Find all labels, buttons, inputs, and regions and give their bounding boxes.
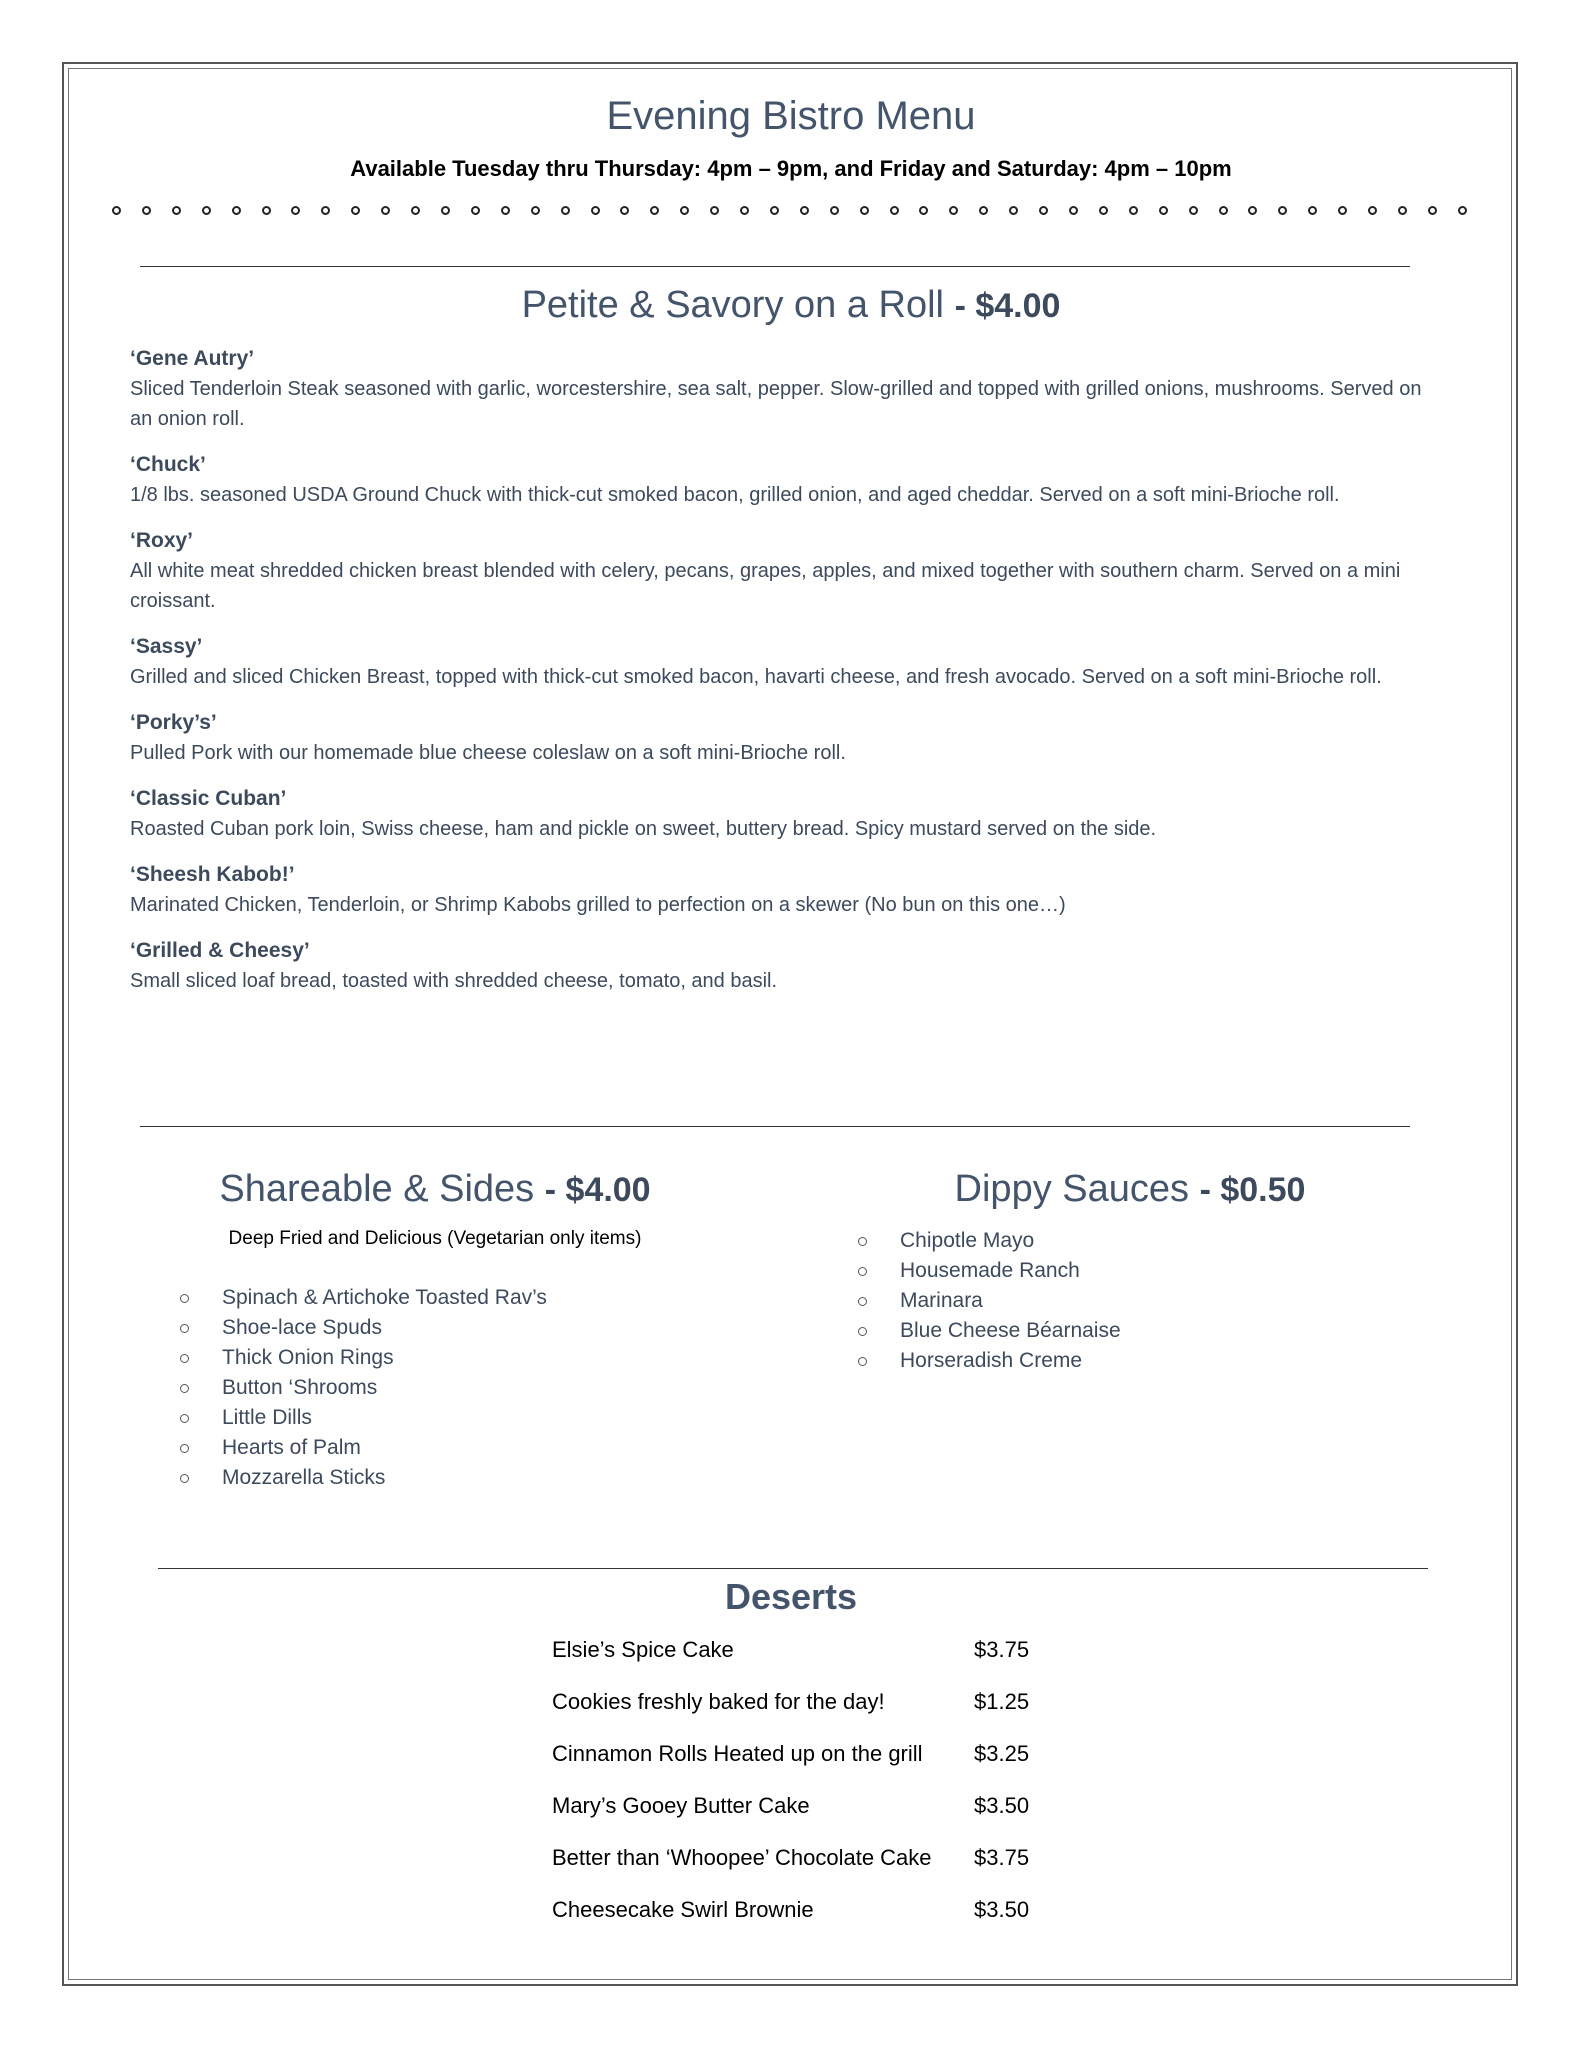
dot-ornament [650, 206, 659, 215]
list-item-label: Little Dills [222, 1406, 312, 1429]
dessert-row [552, 1793, 1054, 1845]
circle-bullet-icon [858, 1267, 867, 1276]
dot-ornament [1398, 206, 1407, 215]
dot-ornament [441, 206, 450, 215]
dot-ornament [830, 206, 839, 215]
dot-ornament [710, 206, 719, 215]
circle-bullet-icon [180, 1354, 189, 1363]
dessert-row [552, 1637, 1054, 1689]
petite-item-list [130, 344, 1430, 1012]
circle-bullet-icon [180, 1384, 189, 1393]
dessert-price: $3.25 [974, 1741, 1030, 1766]
dot-ornament [890, 206, 899, 215]
list-item-label: Blue Cheese Béarnaise [900, 1319, 1121, 1342]
list-item [850, 1256, 1121, 1286]
list-item-label: Spinach & Artichoke Toasted Rav’s [222, 1286, 547, 1309]
dot-ornament [1069, 206, 1078, 215]
petite-price: - $4.00 [954, 287, 1061, 325]
list-item-label: Hearts of Palm [222, 1436, 361, 1459]
sauces-heading-text: Dippy Sauces [954, 1168, 1190, 1210]
list-item [172, 1283, 547, 1313]
menu-item-description: Small sliced loaf bread, toasted with shredded cheese, tomato, and basil. [130, 970, 778, 992]
list-item [850, 1286, 1121, 1316]
desserts-heading: Deserts [724, 1576, 858, 1617]
divider-rule [140, 266, 1410, 267]
menu-item-description: Sliced Tenderloin Steak seasoned with garlic, worcestershire, sea salt, pepper. Slow-grilled and topped with grilled onions, mushrooms. Served on an onion roll. [130, 378, 1422, 430]
menu-item-name: ‘Classic Cuban’ [130, 787, 287, 810]
dot-ornament [1428, 206, 1437, 215]
shareable-price: - $4.00 [544, 1171, 651, 1209]
circle-bullet-icon [180, 1294, 189, 1303]
menu-item-name: ‘Sassy’ [130, 635, 203, 658]
shareable-heading-text: Shareable & Sides [219, 1168, 535, 1210]
circle-bullet-icon [858, 1357, 867, 1366]
desserts-table [552, 1637, 1054, 1949]
circle-bullet-icon [858, 1237, 867, 1246]
dot-ornament [800, 206, 809, 215]
dot-ornament [1189, 206, 1198, 215]
menu-item-description: Marinated Chicken, Tenderloin, or Shrimp Kabobs grilled to perfection on a skewer (No bun on this one…) [130, 894, 1066, 916]
dessert-name: Better than ‘Whoopee’ Chocolate Cake [552, 1845, 932, 1870]
dessert-name: Cinnamon Rolls Heated up on the grill [552, 1741, 923, 1766]
dessert-name: Cheesecake Swirl Brownie [552, 1897, 814, 1922]
dot-ornament [1308, 206, 1317, 215]
menu-item [130, 450, 1430, 510]
dot-ornament [351, 206, 360, 215]
list-item-label: Chipotle Mayo [900, 1229, 1035, 1252]
menu-item [130, 860, 1430, 920]
dot-ornament [860, 206, 869, 215]
list-item [850, 1226, 1121, 1256]
dot-ornament [291, 206, 300, 215]
dot-ornament [262, 206, 271, 215]
circle-bullet-icon [180, 1324, 189, 1333]
dessert-price: $3.50 [974, 1897, 1030, 1922]
menu-item [130, 526, 1430, 616]
list-item [850, 1316, 1121, 1346]
menu-item [130, 344, 1430, 434]
dessert-price: $3.75 [974, 1845, 1030, 1870]
list-item-label: Button ‘Shrooms [222, 1376, 378, 1399]
sauces-list [850, 1226, 1121, 1376]
list-item [172, 1403, 547, 1433]
list-item [172, 1313, 547, 1343]
dot-ornament [591, 206, 600, 215]
list-item-label: Marinara [900, 1289, 983, 1312]
dessert-price: $1.25 [974, 1689, 1030, 1714]
dot-ornament [740, 206, 749, 215]
menu-item [130, 632, 1430, 692]
list-item [172, 1373, 547, 1403]
hours-text: Available Tuesday thru Thursday: 4pm – 9pm, and Friday and Saturday: 4pm – 10pm [350, 156, 1232, 181]
dot-ornament [112, 206, 121, 215]
circle-bullet-icon [858, 1297, 867, 1306]
menu-title: Evening Bistro Menu [606, 94, 976, 138]
dot-ornament [1219, 206, 1228, 215]
list-item [172, 1343, 547, 1373]
dot-ornament [321, 206, 330, 215]
dot-ornament [620, 206, 629, 215]
dessert-price: $3.50 [974, 1793, 1030, 1818]
dot-ornament [1338, 206, 1347, 215]
petite-heading-text: Petite & Savory on a Roll [521, 284, 944, 326]
dot-ornament [770, 206, 779, 215]
dot-ornament [411, 206, 420, 215]
dessert-row [552, 1741, 1054, 1793]
menu-item-description: Roasted Cuban pork loin, Swiss cheese, ham and pickle on sweet, buttery bread. Spicy mustard served on the side. [130, 818, 1157, 840]
menu-item-description: All white meat shredded chicken breast blended with celery, pecans, grapes, apples, and mixed together with southern charm. Served on a mini croissant. [130, 560, 1401, 612]
dot-ornament [232, 206, 241, 215]
list-item-label: Thick Onion Rings [222, 1346, 394, 1369]
dessert-row [552, 1689, 1054, 1741]
menu-item-description: Pulled Pork with our homemade blue cheese coleslaw on a soft mini-Brioche roll. [130, 742, 846, 764]
menu-item-name: ‘Porky’s’ [130, 711, 217, 734]
dot-ornament [919, 206, 928, 215]
menu-item-name: ‘Gene Autry’ [130, 347, 255, 370]
sauces-heading [880, 1168, 1380, 1211]
dessert-name: Elsie’s Spice Cake [552, 1637, 734, 1662]
dot-ornament [172, 206, 181, 215]
list-item-label: Horseradish Creme [900, 1349, 1083, 1372]
dot-border [112, 200, 1467, 220]
dot-ornament [1129, 206, 1138, 215]
shareable-heading [190, 1168, 680, 1211]
dessert-price: $3.75 [974, 1637, 1030, 1662]
dot-ornament [471, 206, 480, 215]
dot-ornament [1039, 206, 1048, 215]
dot-ornament [1159, 206, 1168, 215]
shareable-list [172, 1283, 547, 1493]
menu-item-name: ‘Sheesh Kabob!’ [130, 863, 295, 886]
list-item [172, 1463, 547, 1493]
menu-item [130, 936, 1430, 996]
dot-ornament [531, 206, 540, 215]
divider-rule [140, 1126, 1410, 1127]
menu-item [130, 784, 1430, 844]
dot-ornament [1248, 206, 1257, 215]
list-item-label: Mozzarella Sticks [222, 1466, 386, 1489]
dot-ornament [680, 206, 689, 215]
list-item [172, 1433, 547, 1463]
dot-ornament [142, 206, 151, 215]
dessert-name: Mary’s Gooey Butter Cake [552, 1793, 810, 1818]
menu-item-name: ‘Roxy’ [130, 529, 194, 552]
dessert-name: Cookies freshly baked for the day! [552, 1689, 885, 1714]
circle-bullet-icon [180, 1414, 189, 1423]
dot-ornament [1099, 206, 1108, 215]
sauces-price: - $0.50 [1199, 1171, 1306, 1209]
menu-item-name: ‘Grilled & Cheesy’ [130, 939, 310, 962]
shareable-subtitle: Deep Fried and Delicious (Vegetarian only items) [228, 1228, 642, 1249]
list-item-label: Housemade Ranch [900, 1259, 1080, 1282]
list-item [850, 1346, 1121, 1376]
circle-bullet-icon [180, 1474, 189, 1483]
menu-item-description: 1/8 lbs. seasoned USDA Ground Chuck with thick-cut smoked bacon, grilled onion, and aged cheddar. Served on a soft mini-Brioche roll. [130, 484, 1340, 506]
dot-ornament [949, 206, 958, 215]
petite-heading [0, 284, 1582, 327]
dot-ornament [501, 206, 510, 215]
dessert-row [552, 1845, 1054, 1897]
list-item-label: Shoe-lace Spuds [222, 1316, 382, 1339]
dot-ornament [1368, 206, 1377, 215]
menu-item-description: Grilled and sliced Chicken Breast, topped with thick-cut smoked bacon, havarti cheese, and fresh avocado. Served on a soft mini-Brioche roll. [130, 666, 1382, 688]
dot-ornament [561, 206, 570, 215]
circle-bullet-icon [858, 1327, 867, 1336]
dot-ornament [979, 206, 988, 215]
dessert-row [552, 1897, 1054, 1949]
menu-item-name: ‘Chuck’ [130, 453, 206, 476]
dot-ornament [1458, 206, 1467, 215]
divider-rule [158, 1568, 1428, 1569]
dot-ornament [1009, 206, 1018, 215]
dot-ornament [381, 206, 390, 215]
circle-bullet-icon [180, 1444, 189, 1453]
dot-ornament [202, 206, 211, 215]
menu-item [130, 708, 1430, 768]
dot-ornament [1278, 206, 1287, 215]
